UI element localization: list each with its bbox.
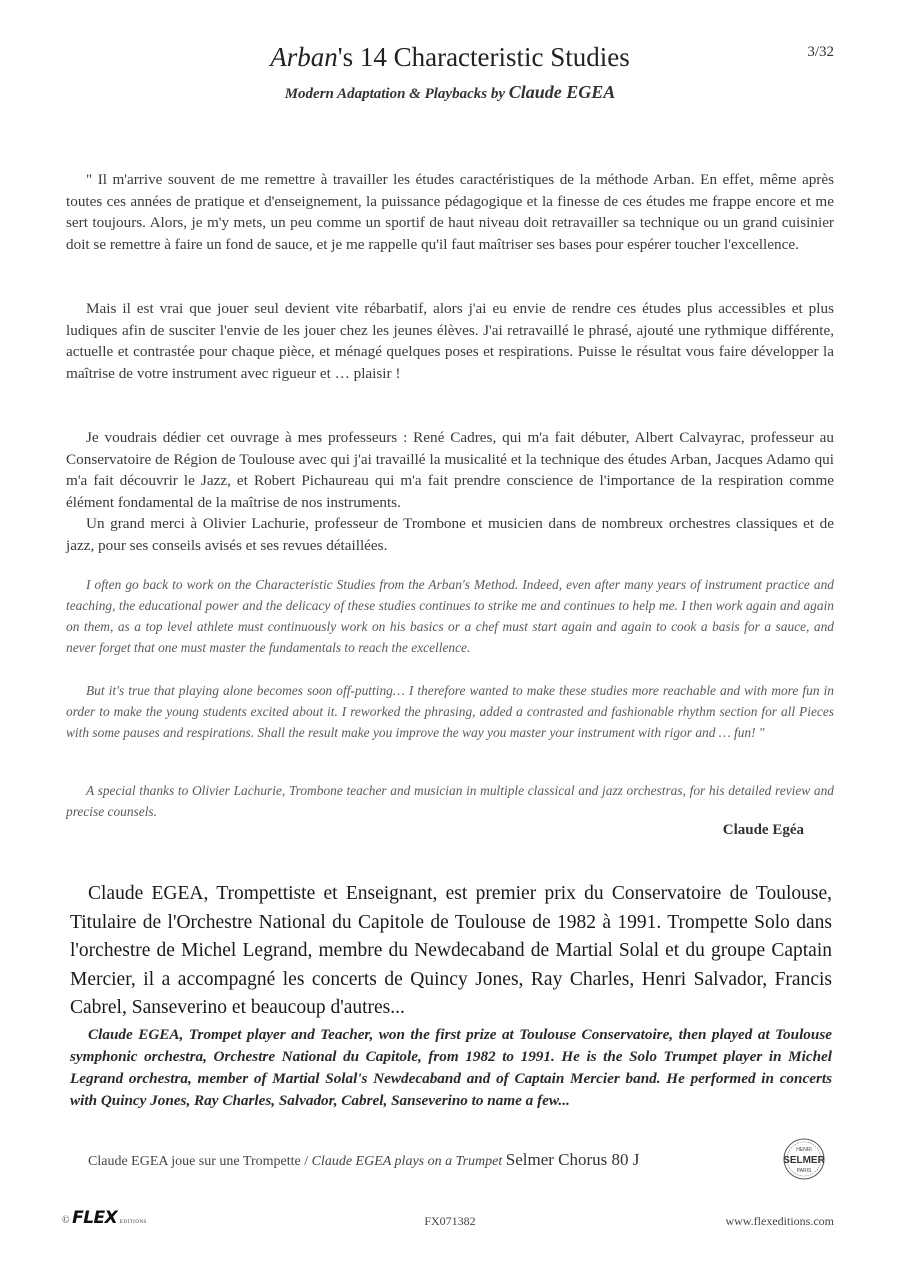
preface-fr-paragraph: Mais il est vrai que jouer seul devient vite rébarbatif, alors j'ai eu envie de rendre ces études plus accessibles et plus ludiques afin de susciter l'envie de les jouer chez les jeunes élèves. J'ai retravaillé le phrasé, ajouté une rythmique différente, actuelle et contrastée pour chaque pièce, et ménagé quelques poses et respirations. Puisse le résultat vous faire développer la maîtrise de votre instrument avec rigueur et … plaisir ! (66, 300, 834, 382)
title-rest: 's 14 Characteristic Studies (337, 42, 630, 72)
selmer-logo-top: HENRI (796, 1147, 812, 1153)
biography-en: Claude EGEA, Trompet player and Teacher, won the first prize at Toulouse Conservatoire, then played at Toulouse symphonic orchestra, Orchestre National du Capitole, from 1982 to 1991. He is the Solo Trumpet player in Michel Legrand orchestra, member of Martial Solal's Newdecaband and of Captain Mercier band. He performed in concerts with Quincy Jones, Ray Charles, Salvador, Cabrel, Sanseverino to name a few... (70, 1026, 832, 1109)
page-title (0, 42, 900, 73)
preface-fr-paragraph: " Il m'arrive souvent de me remettre à travailler les études caractéristiques de la méthode Arban. En effet, même après toutes ces années de pratique et d'enseignement, la puissance pédagogique et la finesse de ces études me frappe encore et me sert toujours. Alors, je m'y mets, un peu comme un sportif de haut niveau doit retravailler sa technique ou un grand cuisinier doit se remettre à faire un fond de sauce, et je me rappelle qu'il faut maîtriser ses bases pour espérer toucher l'excellence. (66, 171, 834, 253)
preface-fr-paragraph: Je voudrais dédier cet ouvrage à mes professeurs : René Cadres, qui m'a fait débuter, Albert Calvayrac, professeur au Conservatoire de Région de Toulouse avec qui j'ai travaillé la musicalité et la technique des études Arban, Jacques Adamo qui m'a fait découvrir le Jazz, et Robert Pichaureau qui m'a fait prendre conscience de l'importance de la respiration comme élément fondamental de la maîtrise de nos instruments. (66, 429, 834, 511)
subtitle-author: Claude EGEA (508, 82, 616, 102)
page-number: 3/32 (807, 44, 834, 60)
selmer-logo (776, 1136, 832, 1182)
instrument-model: Selmer Chorus 80 J (505, 1150, 640, 1169)
preface-en-paragraph: But it's true that playing alone becomes soon off-putting… I therefore wanted to make these studies more reachable and with more fun in order to make the young students excited about it. I reworked the phrasing, added a contrasted and fashionable rhythm section for all Pieces with some pauses and respirations. Shall the result make you improve the way you master your instrument with rigor and … fun! " (66, 683, 834, 740)
selmer-logo-bottom: PARIS (796, 1168, 812, 1174)
signature: Claude Egéa (722, 822, 804, 838)
subtitle-text: Modern Adaptation & Playbacks by (284, 86, 505, 102)
instrument-en: Claude EGEA plays on a Trumpet (311, 1154, 503, 1169)
catalog-code: FX071382 (424, 1214, 476, 1228)
flex-logo-sub: EDITIONS (119, 1220, 147, 1225)
flex-logo-text: FLEX (72, 1208, 118, 1228)
instrument-fr: Claude EGEA joue sur une Trompette / (88, 1154, 309, 1169)
preface-en-paragraph: I often go back to work on the Characteristic Studies from the Arban's Method. Indeed, even after many years of instrument practice and teaching, the educational power and the delicacy of these studies continues to strike me and continues to help me. I then work again and again on them, as a top level athlete must continuously work on his basics or a chef must start again and again to cook a basis for a sauce, and never forget that one must master the fundamentals to reach the excellence. (66, 577, 834, 655)
preface-fr-paragraph: Un grand merci à Olivier Lachurie, professeur de Trombone et musicien dans de nombreux orchestres classiques et de jazz, pour ses conseils avisés et ses revues détaillées. (66, 515, 834, 554)
page-subtitle (0, 82, 900, 103)
selmer-logo-main: SELMER (783, 1155, 825, 1166)
title-italic: Arban (270, 42, 338, 72)
website-url: www.flexeditions.com (725, 1214, 834, 1228)
copyright-symbol: © (62, 1215, 70, 1226)
instrument-line (88, 1150, 639, 1170)
biography-fr: Claude EGEA, Trompettiste et Enseignant, est premier prix du Conservatoire de Toulouse, Titulaire de l'Orchestre National du Capitole de Toulouse de 1982 à 1991. Trompette Solo dans l'orchestre de Michel Legrand, membre du Newdecaband de Martial Solal et du groupe Captain Mercier, il a accompagné les concerts de Quincy Jones, Ray Charles, Henri Salvador, Francis Cabrel, Sanseverino et beaucoup d'autres... (70, 883, 832, 1018)
preface-en-paragraph: A special thanks to Olivier Lachurie, Trombone teacher and musician in multiple classical and jazz orchestras, for his detailed review and precise counsels. (66, 783, 834, 819)
